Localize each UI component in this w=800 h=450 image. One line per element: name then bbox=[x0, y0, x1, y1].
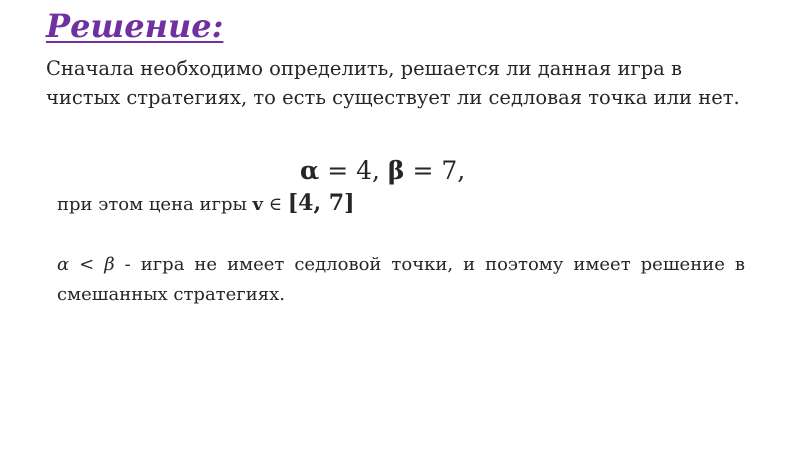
solution-heading: Решение: bbox=[46, 7, 224, 45]
price-variable: v bbox=[252, 194, 263, 215]
conclusion-paragraph bbox=[57, 250, 745, 310]
alpha-beta-formula bbox=[300, 154, 465, 188]
game-price-line bbox=[57, 188, 355, 220]
conclusion-text: - игра не имеет седловой точки, и поэтому имеет решение в смешанных стратегиях. bbox=[57, 254, 745, 305]
conclusion-alpha: α bbox=[57, 254, 70, 275]
beta-symbol: β bbox=[387, 156, 405, 185]
price-interval: [4, 7] bbox=[287, 190, 355, 216]
alpha-symbol: α bbox=[300, 156, 320, 185]
conclusion-beta: β bbox=[104, 254, 115, 275]
beta-value: = 7, bbox=[404, 156, 466, 185]
intro-paragraph: Сначала необходимо определить, решается ли данная игра в чистых стратегиях, то есть существует ли седловая точка или нет. bbox=[46, 57, 740, 109]
price-prefix: при этом цена игры bbox=[57, 194, 253, 215]
conclusion-less-than: < bbox=[69, 254, 105, 275]
alpha-value: = 4, bbox=[319, 156, 388, 185]
element-of-symbol: ∈ bbox=[262, 194, 288, 215]
